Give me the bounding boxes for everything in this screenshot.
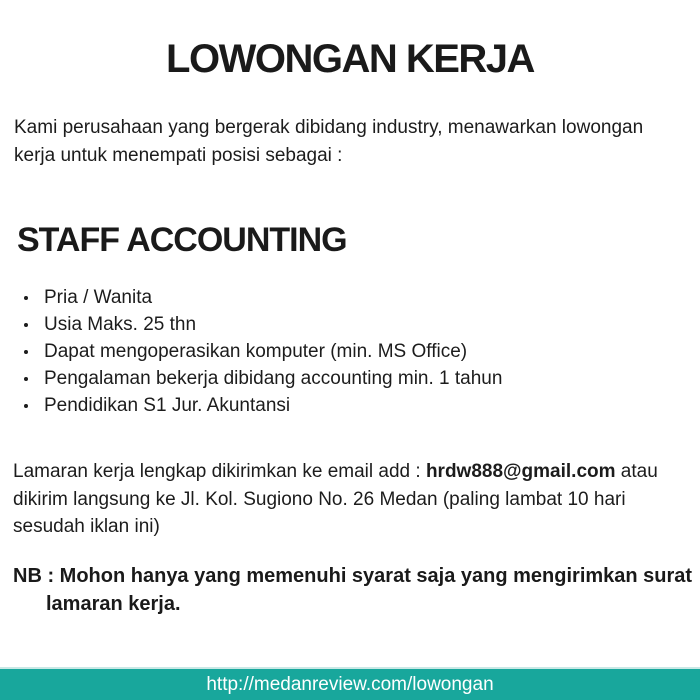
application-instructions	[13, 458, 658, 541]
intro-text: Kami perusahaan yang bergerak dibidang industry, menawarkan lowongan kerja untuk menempati posisi sebagai :	[14, 117, 644, 166]
requirement-text: Pendidikan S1 Jur. Akuntansi	[44, 395, 291, 416]
requirement-text: Pria / Wanita	[44, 287, 153, 308]
note-prefix: NB :	[13, 565, 60, 587]
footer-bar	[0, 667, 700, 700]
bullet-icon	[24, 296, 28, 300]
email-address: hrdw888@gmail.com	[425, 461, 616, 482]
page-title: LOWONGAN KERJA	[166, 37, 534, 81]
note-body: Mohon hanya yang memenuhi syarat saja yang mengirimkan surat lamaran kerja.	[46, 565, 693, 615]
requirement-item	[22, 311, 662, 338]
requirement-item	[22, 392, 662, 419]
bullet-icon	[24, 404, 28, 408]
application-text-after: atau dikirim langsung ke Jl. Kol. Sugiono No. 26 Medan (paling lambat 10 hari sesudah iklan ini)	[13, 461, 658, 537]
footer-url: http://medanreview.com/lowongan	[206, 674, 494, 695]
bullet-icon	[24, 350, 28, 354]
requirement-text: Dapat mengoperasikan komputer (min. MS Office)	[44, 341, 468, 362]
requirement-item	[22, 365, 662, 392]
bullet-icon	[24, 377, 28, 381]
requirement-text: Pengalaman bekerja dibidang accounting min. 1 tahun	[44, 368, 503, 389]
requirement-item	[22, 284, 662, 311]
position-heading: STAFF ACCOUNTING	[17, 221, 347, 259]
bullet-icon	[24, 323, 28, 327]
requirement-item	[22, 338, 662, 365]
requirement-text: Usia Maks. 25 thn	[44, 314, 197, 335]
application-text-before: Lamaran kerja lengkap dikirimkan ke email add :	[13, 461, 426, 482]
requirements-list	[22, 284, 662, 419]
note-text	[13, 562, 700, 618]
